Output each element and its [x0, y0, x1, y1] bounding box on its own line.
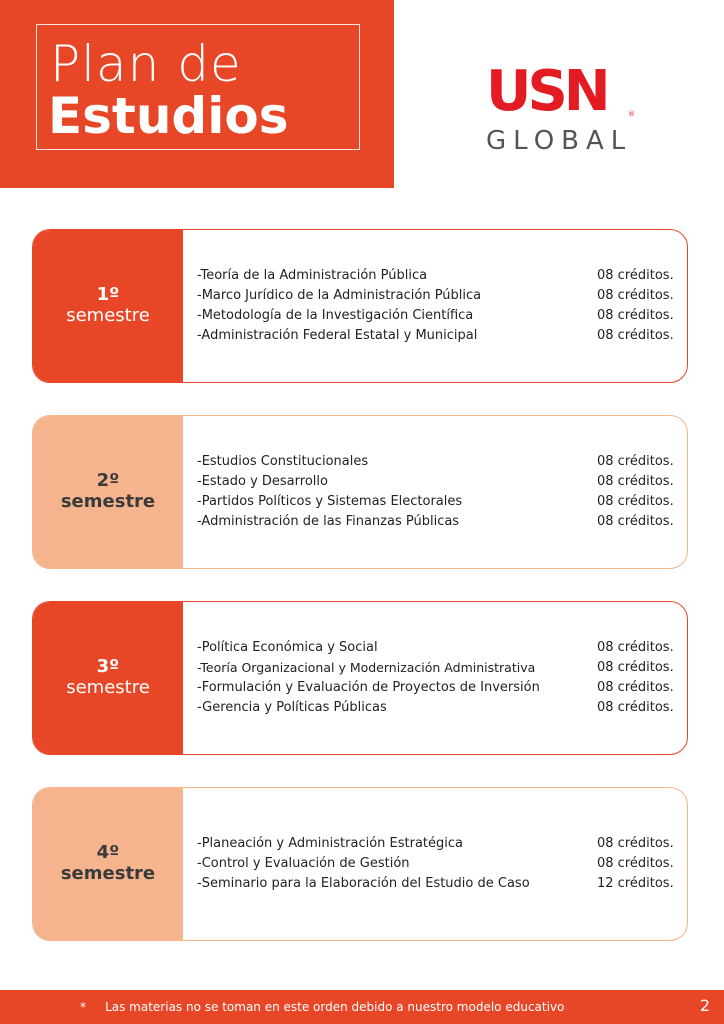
- course-row: [197, 512, 675, 532]
- course-row: [197, 452, 675, 472]
- course-credits: 08 créditos.: [597, 856, 674, 871]
- page-number: 2: [699, 996, 710, 1015]
- course-row: [197, 266, 675, 286]
- course-credits: 08 créditos.: [597, 454, 674, 469]
- course-name: -Administración de las Finanzas Públicas: [197, 514, 460, 529]
- course-row: [197, 658, 675, 678]
- semester-number: 4º: [96, 842, 120, 863]
- course-row: [197, 286, 675, 306]
- course-credits: 08 créditos.: [597, 700, 674, 715]
- course-row: [197, 306, 675, 326]
- logo-registered-mark: ®: [628, 110, 635, 118]
- usn-global-logo: [486, 59, 636, 156]
- course-name: -Teoría de la Administración Pública: [197, 268, 428, 283]
- course-name: -Gerencia y Políticas Públicas: [197, 700, 387, 715]
- course-row: [197, 698, 675, 718]
- course-row: [197, 834, 675, 854]
- header-block: [0, 0, 394, 188]
- course-credits: 08 créditos.: [597, 494, 674, 509]
- semester-word: semestre: [60, 491, 156, 512]
- course-row: [197, 472, 675, 492]
- semester-card-1: [32, 229, 688, 383]
- course-name: -Marco Jurídico de la Administración Pública: [197, 288, 482, 303]
- course-credits: 08 créditos.: [597, 268, 674, 283]
- course-row: [197, 854, 675, 874]
- semester-card-2: [32, 415, 688, 569]
- course-name: -Partidos Políticos y Sistemas Electorales: [197, 494, 463, 509]
- course-row: [197, 638, 675, 658]
- semester-word: semestre: [60, 863, 156, 884]
- course-name: -Estado y Desarrollo: [197, 474, 328, 489]
- course-row: [197, 678, 675, 698]
- semester-number: 2º: [96, 470, 120, 491]
- course-row: [197, 492, 675, 512]
- course-list: [197, 416, 675, 568]
- course-credits: 08 créditos.: [597, 474, 674, 489]
- semester-label-3: [33, 602, 183, 754]
- course-name: -Formulación y Evaluación de Proyectos de Inversión: [197, 680, 540, 695]
- footer-bar: [0, 990, 724, 1024]
- semester-label-1: [33, 230, 183, 382]
- course-credits: 08 créditos.: [597, 328, 674, 343]
- logo-brand: USN: [486, 59, 607, 124]
- semester-number: 3º: [96, 656, 120, 677]
- semester-card-4: [32, 787, 688, 941]
- course-credits: 08 créditos.: [597, 308, 674, 323]
- course-list: [197, 788, 675, 940]
- logo-subtitle: GLOBAL: [486, 126, 633, 156]
- semester-card-3: [32, 601, 688, 755]
- course-name: -Teoría Organizacional y Modernización Administrativa: [197, 660, 536, 675]
- course-name: -Estudios Constitucionales: [197, 454, 369, 469]
- course-credits: 08 créditos.: [597, 836, 674, 851]
- course-credits: 08 créditos.: [597, 640, 674, 655]
- semester-label-4: [33, 788, 183, 940]
- course-credits: 08 créditos.: [597, 514, 674, 529]
- semester-label-2: [33, 416, 183, 568]
- footer-note: * Las materias no se toman en este orden debido a nuestro modelo educativo: [80, 1000, 565, 1014]
- course-name: -Seminario para la Elaboración del Estudio de Caso: [197, 876, 530, 891]
- course-row: [197, 874, 675, 894]
- page-title-line1: Plan de: [50, 35, 242, 93]
- course-credits: 12 créditos.: [597, 876, 674, 891]
- course-name: -Administración Federal Estatal y Municipal: [197, 328, 478, 343]
- page-title-line2: Estudios: [48, 87, 289, 145]
- semester-word: semestre: [66, 677, 150, 698]
- course-list: [197, 602, 675, 754]
- course-name: -Planeación y Administración Estratégica: [197, 836, 463, 851]
- course-credits: 08 créditos.: [597, 660, 674, 675]
- course-credits: 08 créditos.: [597, 288, 674, 303]
- course-credits: 08 créditos.: [597, 680, 674, 695]
- course-name: -Control y Evaluación de Gestión: [197, 856, 410, 871]
- semester-number: 1º: [96, 284, 120, 305]
- course-name: -Metodología de la Investigación Científica: [197, 308, 474, 323]
- course-list: [197, 230, 675, 382]
- semester-word: semestre: [66, 305, 150, 326]
- course-row: [197, 326, 675, 346]
- course-name: -Política Económica y Social: [197, 640, 378, 655]
